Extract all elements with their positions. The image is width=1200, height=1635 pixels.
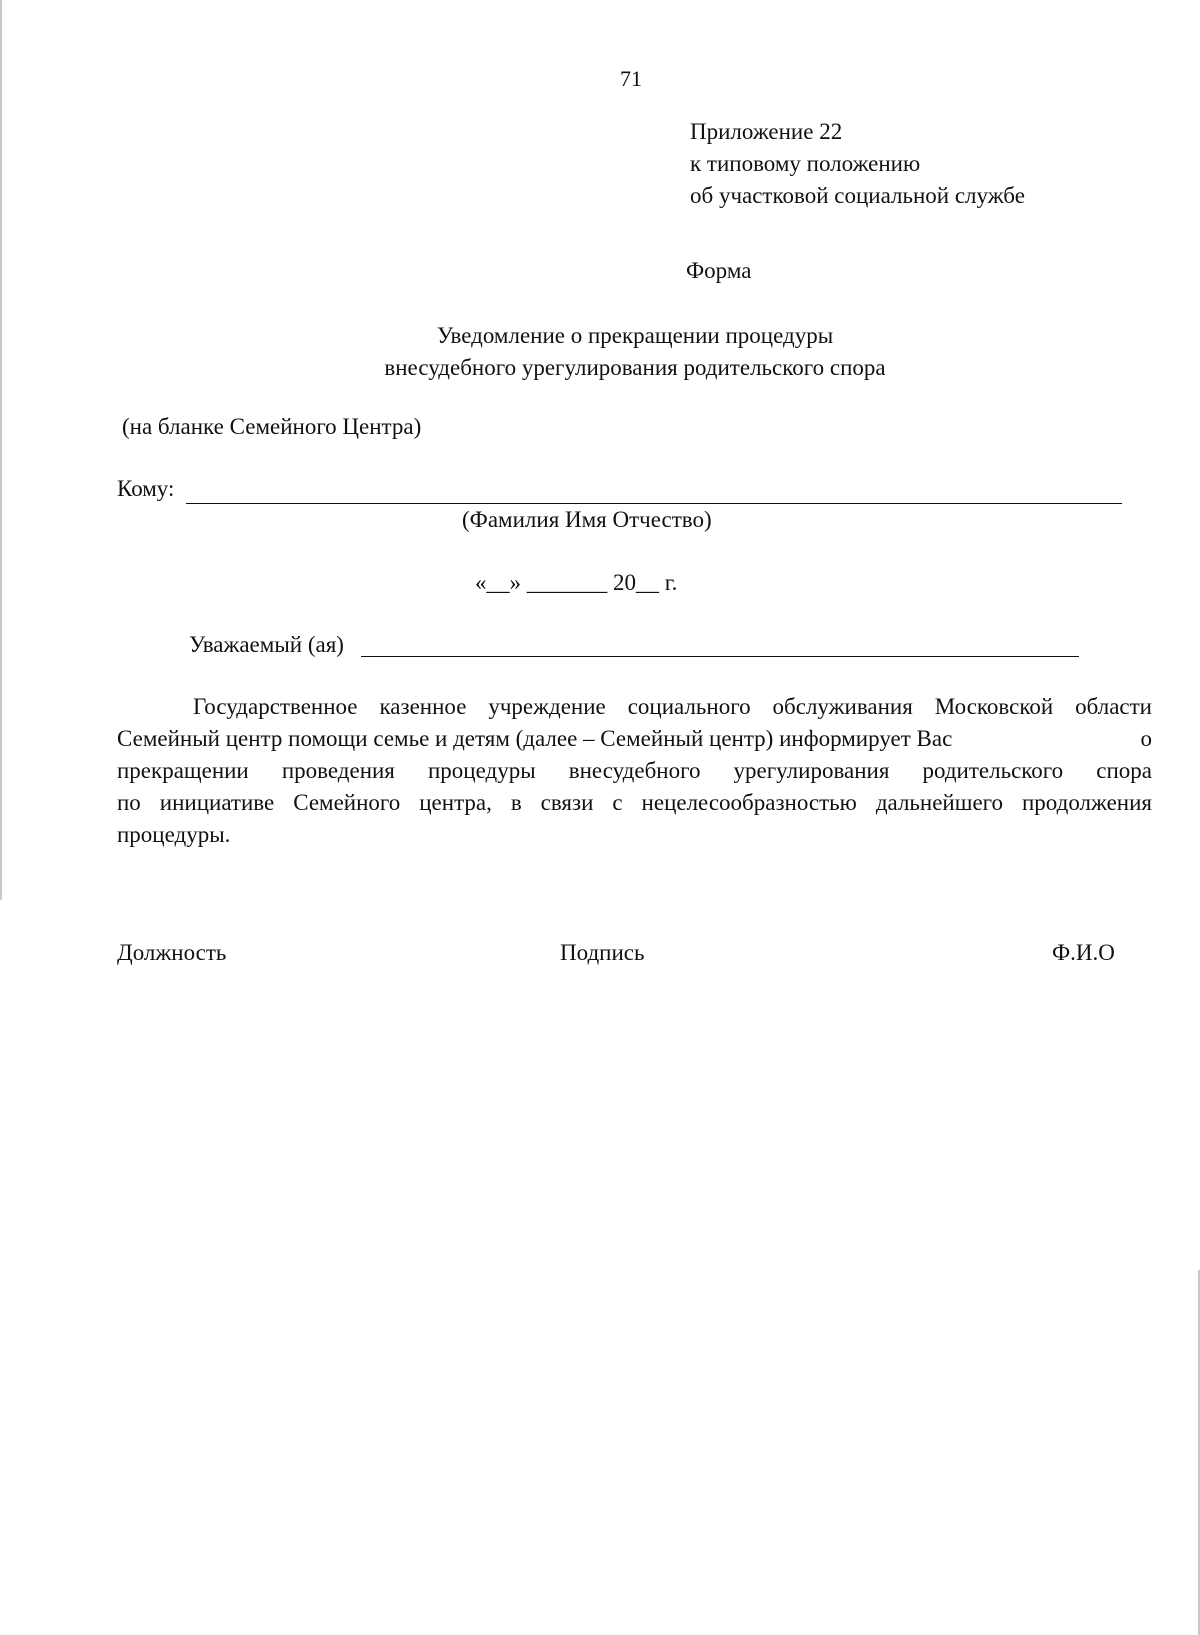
body-paragraph bbox=[117, 691, 1152, 851]
signature-label: Подпись bbox=[560, 940, 645, 965]
form-label: Форма bbox=[686, 258, 752, 283]
recipient-field-line[interactable] bbox=[186, 503, 1122, 504]
title-line-2: внесудебного урегулирования родительского спора bbox=[384, 355, 886, 380]
body-line-1: Государственное казенное учреждение социального обслуживания Московской области bbox=[193, 694, 1152, 719]
signature-fio-label: Ф.И.О bbox=[1052, 940, 1115, 965]
date-field[interactable]: «__» _______ 20__ г. bbox=[475, 570, 678, 595]
salutation-field-line[interactable] bbox=[361, 656, 1079, 657]
blank-note: (на бланке Семейного Центра) bbox=[122, 414, 422, 439]
signature-position-label: Должность bbox=[117, 940, 227, 965]
appendix-header bbox=[690, 116, 1025, 212]
salutation-label: Уважаемый (ая) bbox=[189, 632, 344, 657]
title-line-1: Уведомление о прекращении процедуры bbox=[436, 323, 834, 348]
body-line-2-end: о bbox=[1140, 726, 1152, 751]
recipient-caption: (Фамилия Имя Отчество) bbox=[462, 507, 712, 532]
body-line-3: прекращении проведения процедуры внесудебного урегулирования родительского спора bbox=[117, 758, 1152, 783]
recipient-label: Кому: bbox=[117, 476, 175, 501]
appendix-line-3: об участковой социальной службе bbox=[690, 183, 1025, 208]
body-line-2-text: Семейный центр помощи семье и детям (далее – Семейный центр) информирует Вас bbox=[117, 726, 953, 751]
body-line-5: процедуры. bbox=[117, 822, 231, 847]
page-number: 71 bbox=[620, 66, 642, 91]
appendix-line-1: Приложение 22 bbox=[690, 119, 843, 144]
appendix-line-2: к типовому положению bbox=[690, 151, 921, 176]
document-title bbox=[0, 320, 1200, 384]
body-line-4: по инициативе Семейного центра, в связи с нецелесообразностью дальнейшего продолжения bbox=[117, 790, 1152, 815]
scan-edge-left bbox=[0, 0, 2, 900]
body-line-2 bbox=[117, 723, 1152, 755]
